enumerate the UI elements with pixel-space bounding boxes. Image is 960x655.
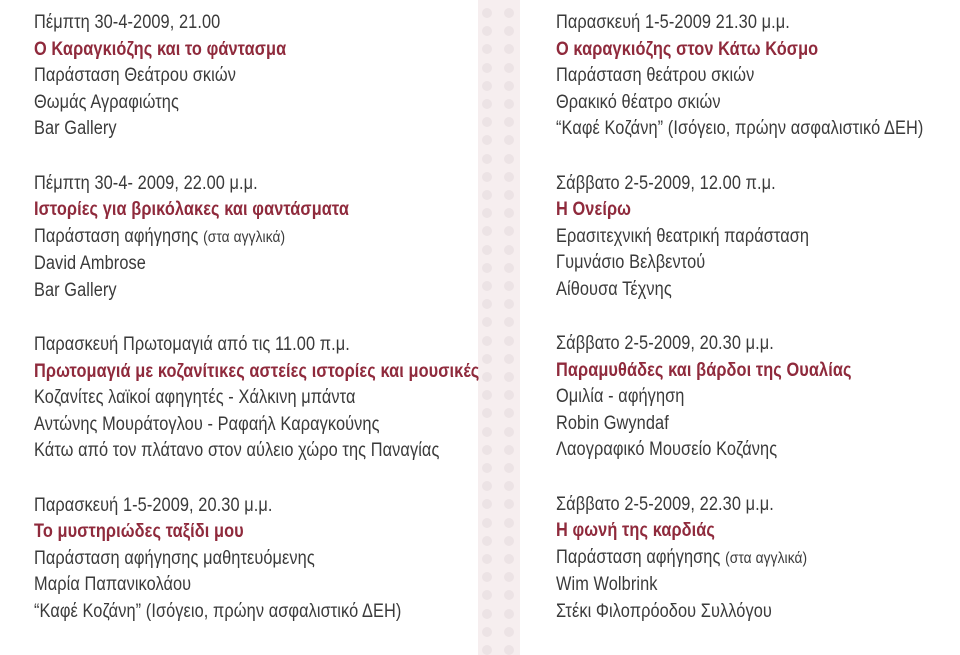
event-entry — [34, 332, 478, 465]
perforation-hole — [504, 281, 514, 291]
event-performer: Γυμνάσιο Βελβεντού — [556, 252, 706, 273]
event-venue: Αίθουσα Τέχνης — [556, 278, 672, 300]
event-type: Παράσταση αφήγησης — [556, 546, 721, 568]
perforation-hole — [504, 554, 514, 564]
perforation-hole — [504, 99, 514, 109]
perforation-hole — [504, 336, 514, 346]
perforation-hole — [482, 481, 492, 491]
perforation-hole — [504, 81, 514, 91]
event-performer: Θρακικό θέατρο σκιών — [556, 91, 721, 113]
event-date: Παρασκευή 1-5-2009 21.30 μ.μ. — [556, 12, 790, 33]
perforation-hole — [482, 445, 492, 455]
event-title: Ιστορίες για βρικόλακες και φαντάσματα — [34, 199, 349, 220]
center-perforation-right — [504, 0, 518, 655]
event-title: Ο καραγκιόζης στον Κάτω Κόσμο — [556, 38, 819, 60]
event-date: Παρασκευή 1-5-2009, 20.30 μ.μ. — [34, 494, 273, 516]
event-venue: Bar Gallery — [34, 279, 117, 301]
perforation-hole — [482, 135, 492, 145]
event-title: Παραμυθάδες και βάρδοι της Ουαλίας — [556, 359, 852, 381]
perforation-hole — [504, 463, 514, 473]
perforation-hole — [482, 172, 492, 182]
event-date: Πέμπτη 30-4- 2009, 22.00 μ.μ. — [34, 172, 258, 194]
perforation-hole — [482, 99, 492, 109]
perforation-hole — [482, 518, 492, 528]
perforation-hole — [482, 226, 492, 236]
event-venue: Κάτω από τον πλάτανο στον αύλειο χώρο της Παναγίας — [34, 440, 440, 461]
event-title: Το μυστηριώδες ταξίδι μου — [34, 521, 244, 542]
center-perforation-left — [482, 0, 496, 655]
perforation-hole — [482, 390, 492, 400]
event-detail: Ερασιτεχνική θεατρική παράσταση — [556, 225, 810, 247]
event-entry — [556, 10, 960, 143]
perforation-hole — [482, 427, 492, 437]
perforation-hole — [482, 154, 492, 164]
perforation-hole — [482, 245, 492, 255]
perforation-hole — [482, 408, 492, 418]
event-title: Πρωτομαγιά με κοζανίτικες αστείες ιστορίες και μουσικές — [34, 360, 480, 382]
event-language: (στα αγγλικά) — [203, 228, 286, 246]
event-performer: David Ambrose — [34, 253, 146, 274]
event-title: Η Ονείρω — [556, 199, 632, 220]
perforation-hole — [504, 645, 514, 655]
perforation-hole — [504, 172, 514, 182]
perforation-hole — [504, 245, 514, 255]
perforation-hole — [482, 499, 492, 509]
perforation-hole — [482, 63, 492, 73]
event-venue: “Καφέ Κοζάνη” (Ισόγειο, πρώην ασφαλιστικό ΔΕΗ) — [556, 118, 924, 139]
perforation-hole — [482, 554, 492, 564]
event-detail: Παράσταση θεάτρου σκιών — [556, 65, 755, 86]
perforation-hole — [504, 536, 514, 546]
perforation-hole — [504, 26, 514, 36]
perforation-hole — [504, 8, 514, 18]
perforation-hole — [482, 627, 492, 637]
event-date: Σάββατο 2-5-2009, 22.30 μ.μ. — [556, 493, 774, 515]
right-column — [520, 0, 960, 655]
perforation-hole — [504, 208, 514, 218]
perforation-hole — [482, 299, 492, 309]
perforation-hole — [482, 117, 492, 127]
perforation-hole — [482, 190, 492, 200]
event-entry — [34, 493, 478, 626]
event-entry — [556, 171, 960, 304]
perforation-hole — [482, 354, 492, 364]
event-date: Σάββατο 2-5-2009, 20.30 μ.μ. — [556, 333, 774, 354]
event-entry — [556, 331, 960, 464]
event-performer: Robin Gwyndaf — [556, 412, 669, 434]
event-entry — [34, 10, 478, 143]
event-title: Ο Καραγκιόζης και το φάντασμα — [34, 38, 287, 60]
perforation-hole — [504, 627, 514, 637]
event-detail — [556, 545, 903, 573]
event-entry — [34, 171, 478, 305]
perforation-hole — [504, 190, 514, 200]
perforation-hole — [482, 536, 492, 546]
perforation-hole — [504, 117, 514, 127]
perforation-hole — [482, 590, 492, 600]
event-date: Σάββατο 2-5-2009, 12.00 π.μ. — [556, 172, 776, 194]
perforation-hole — [504, 408, 514, 418]
event-title: Η φωνή της καρδιάς — [556, 520, 716, 541]
perforation-hole — [504, 590, 514, 600]
event-venue: Λαογραφικό Μουσείο Κοζάνης — [556, 439, 778, 460]
event-detail: Κοζανίτες λαϊκοί αφηγητές - Χάλκινη μπάντα — [34, 387, 356, 408]
perforation-hole — [482, 81, 492, 91]
perforation-hole — [504, 518, 514, 528]
event-detail: Παράσταση αφήγησης μαθητευόμενης — [34, 547, 315, 569]
event-detail — [34, 224, 416, 252]
perforation-hole — [482, 44, 492, 54]
perforation-hole — [482, 317, 492, 327]
perforation-hole — [482, 463, 492, 473]
perforation-hole — [504, 445, 514, 455]
perforation-hole — [504, 299, 514, 309]
perforation-hole — [504, 154, 514, 164]
event-venue: Στέκι Φιλοπρόοδου Συλλόγου — [556, 600, 772, 622]
perforation-hole — [482, 26, 492, 36]
perforation-hole — [504, 135, 514, 145]
perforation-hole — [504, 427, 514, 437]
perforation-hole — [482, 8, 492, 18]
perforation-hole — [482, 208, 492, 218]
perforation-hole — [482, 645, 492, 655]
event-performer: Μαρία Παπανικολάου — [34, 574, 192, 595]
event-venue: Bar Gallery — [34, 118, 117, 139]
perforation-hole — [504, 481, 514, 491]
perforation-hole — [504, 226, 514, 236]
perforation-hole — [482, 263, 492, 273]
event-date: Παρασκευή Πρωτομαγιά από τις 11.00 π.μ. — [34, 334, 350, 355]
event-language: (στα αγγλικά) — [725, 549, 808, 567]
perforation-hole — [482, 372, 492, 382]
event-venue: “Καφέ Κοζάνη” (Ισόγειο, πρώην ασφαλιστικό ΔΕΗ) — [34, 600, 402, 622]
perforation-hole — [482, 609, 492, 619]
perforation-hole — [482, 281, 492, 291]
perforation-hole — [482, 572, 492, 582]
event-date: Πέμπτη 30-4-2009, 21.00 — [34, 12, 221, 33]
perforation-hole — [504, 354, 514, 364]
perforation-hole — [504, 44, 514, 54]
event-detail: Παράσταση Θεάτρου σκιών — [34, 65, 237, 86]
perforation-hole — [504, 499, 514, 509]
perforation-hole — [504, 317, 514, 327]
perforation-hole — [504, 572, 514, 582]
perforation-hole — [504, 63, 514, 73]
event-entry — [556, 492, 960, 626]
perforation-hole — [504, 390, 514, 400]
perforation-hole — [504, 263, 514, 273]
event-detail: Ομιλία - αφήγηση — [556, 386, 685, 407]
event-performer: Αντώνης Μουράτογλου - Ραφαήλ Καραγκούνης — [34, 413, 380, 435]
perforation-hole — [504, 372, 514, 382]
event-type: Παράσταση αφήγησης — [34, 225, 199, 247]
perforation-hole — [504, 609, 514, 619]
event-detail: Θωμάς Αγραφιώτης — [34, 91, 179, 113]
left-column — [0, 0, 478, 655]
perforation-hole — [482, 336, 492, 346]
event-performer: Wim Wolbrink — [556, 574, 658, 595]
